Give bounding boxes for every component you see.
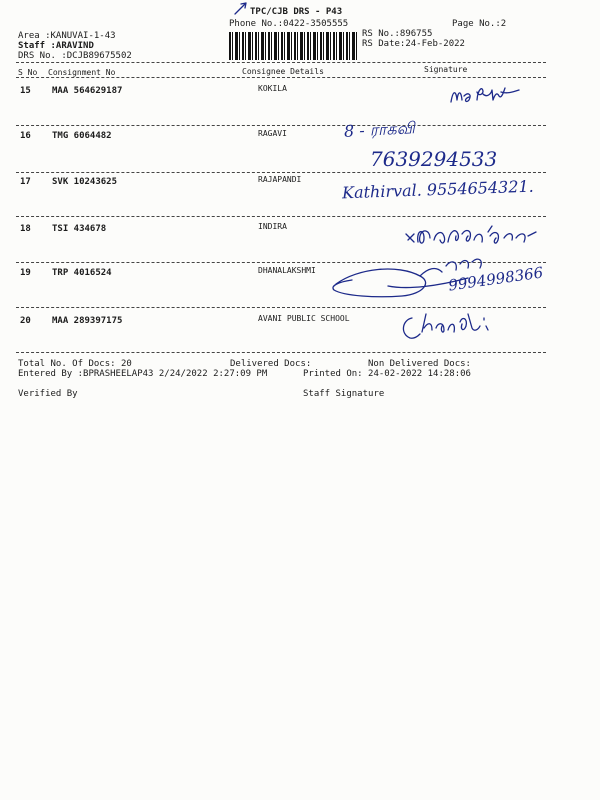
divider xyxy=(16,352,546,353)
handwritten-phone-row-19: 9994998366 xyxy=(447,263,545,295)
divider xyxy=(16,77,546,78)
non-delivered-docs: Non Delivered Docs: xyxy=(368,359,471,369)
verified-by: Verified By xyxy=(18,389,78,399)
row-consignee: DHANALAKSHMI xyxy=(258,266,316,275)
column-header-consignment: Consignment No xyxy=(48,68,116,77)
row-consignee: RAJAPANDI xyxy=(258,175,302,184)
row-consignment: MAA 564629187 xyxy=(52,86,123,96)
signature-row-20 xyxy=(398,304,518,344)
area-label: Area :KANUVAI-1-43 xyxy=(18,31,116,41)
entered-by: Entered By :BPRASHEELAP43 2/24/2022 2:27:09 PM xyxy=(18,369,268,379)
row-consignment: MAA 289397175 xyxy=(52,316,123,326)
row-consignment: TSI 434678 xyxy=(52,224,107,234)
row-sno: 16 xyxy=(20,131,31,141)
document-title: TPC/CJB DRS - P43 xyxy=(250,7,343,17)
divider xyxy=(16,172,546,173)
row-consignee: AVANI PUBLIC SCHOOL xyxy=(258,314,350,323)
row-sno: 18 xyxy=(20,224,31,234)
handwritten-phone-row-16: 7639294533 xyxy=(370,147,498,171)
page-number: Page No.:2 xyxy=(452,19,507,29)
total-docs: Total No. Of Docs: 20 xyxy=(18,359,132,369)
printed-on: Printed On: 24-02-2022 14:28:06 xyxy=(303,369,471,379)
signature-row-15 xyxy=(447,82,527,112)
row-sno: 20 xyxy=(20,316,31,326)
handwritten-name-row-16: 8 - ராகவி xyxy=(343,118,416,141)
divider xyxy=(16,62,546,63)
row-consignment: TMG 6064482 xyxy=(52,131,112,141)
row-sno: 17 xyxy=(20,177,31,187)
divider xyxy=(16,216,546,217)
handwritten-signature-row-17: Kathirval. 9554654321. xyxy=(341,176,535,203)
row-consignee: INDIRA xyxy=(258,222,287,231)
column-header-signature: Signature xyxy=(424,65,468,74)
delivered-docs: Delivered Docs: xyxy=(230,359,312,369)
staff-signature: Staff Signature xyxy=(303,389,385,399)
column-header-sno: S No xyxy=(18,68,38,77)
rs-number: RS No.:896755 xyxy=(362,29,433,39)
rs-date: RS Date:24-Feb-2022 xyxy=(362,39,465,49)
phone-number: Phone No.:0422-3505555 xyxy=(229,19,349,29)
row-consignee: RAGAVI xyxy=(258,129,287,138)
row-consignee: KOKILA xyxy=(258,84,287,93)
row-sno: 19 xyxy=(20,268,31,278)
drs-number: DRS No. :DCJB89675502 xyxy=(18,51,132,61)
divider xyxy=(16,125,546,126)
column-header-consignee: Consignee Details xyxy=(242,67,324,76)
staff-label: Staff :ARAVIND xyxy=(18,41,94,51)
row-consignment: SVK 10243625 xyxy=(52,177,118,187)
row-consignment: TRP 4016524 xyxy=(52,268,112,278)
barcode xyxy=(229,32,357,60)
pen-mark xyxy=(232,0,252,16)
row-sno: 15 xyxy=(20,86,31,96)
